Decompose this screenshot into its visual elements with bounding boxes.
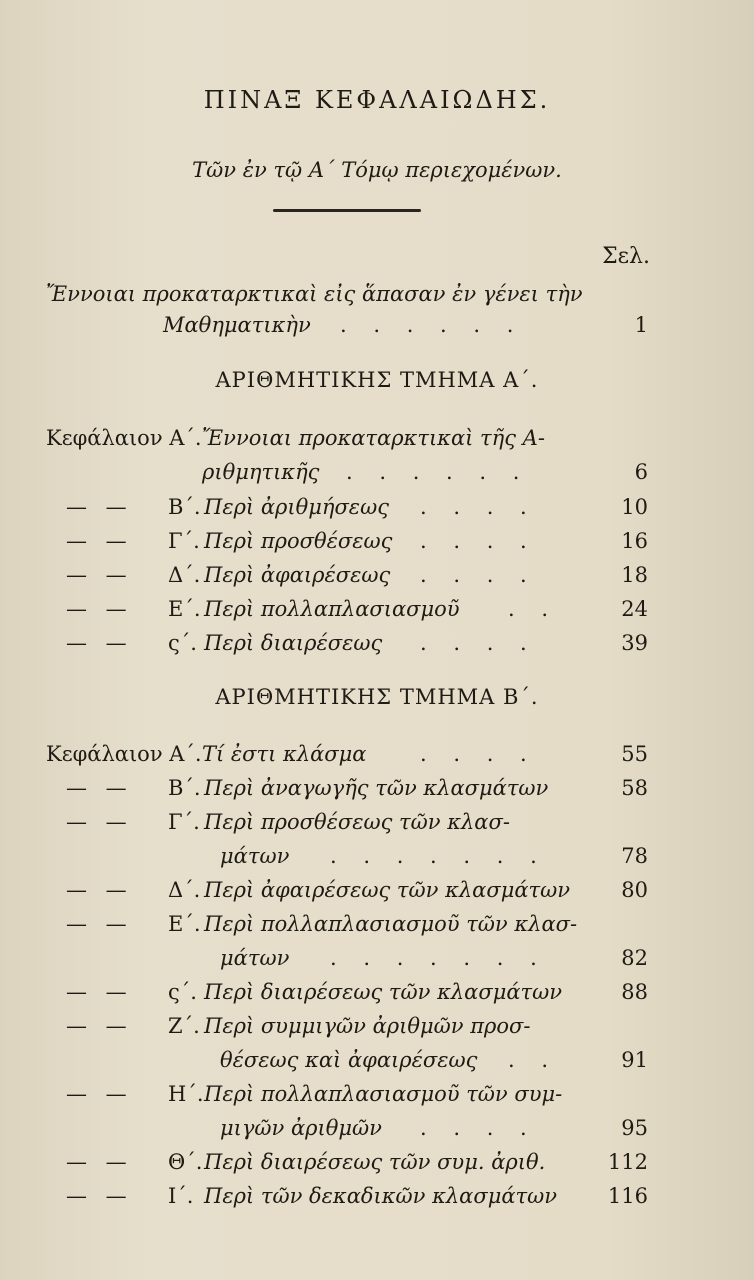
ditto-dash: — — xyxy=(66,563,133,587)
page-number: 78 xyxy=(621,844,648,868)
entry-title: Ἔννοιαι προκαταρκτικαὶ τῆς Α- xyxy=(202,426,545,450)
toc-entry-continuation xyxy=(0,1116,754,1150)
chapter-label: Ε΄. xyxy=(168,597,201,621)
entry-title: Περὶ διαιρέσεως xyxy=(204,631,383,655)
page-number: 6 xyxy=(634,460,648,484)
leader-dots: . . xyxy=(508,1048,559,1072)
chapter-label: Δ΄. xyxy=(168,563,201,587)
toc-entry xyxy=(0,878,754,912)
ditto-dash: — — xyxy=(66,1014,133,1038)
ditto-dash: — — xyxy=(66,495,133,519)
chapter-label: Γ΄. xyxy=(168,810,200,834)
page-number: 1 xyxy=(634,313,648,337)
toc-entry-continuation xyxy=(0,1048,754,1082)
toc-entry-continuation xyxy=(0,844,754,878)
ditto-dash: — — xyxy=(66,1184,133,1208)
page-column-label: Σελ. xyxy=(602,244,650,269)
toc-entry xyxy=(0,776,754,810)
entry-title: Περὶ πολλαπλασιασμοῦ xyxy=(204,597,460,621)
toc-entry xyxy=(0,563,754,597)
page-number: 116 xyxy=(607,1184,648,1208)
chapter-prefix: Κεφάλαιον Α΄. xyxy=(46,742,202,766)
ditto-dash: — — xyxy=(66,776,133,800)
chapter-label: Γ΄. xyxy=(168,529,200,553)
entry-title: Περὶ διαιρέσεως τῶν συμ. ἀριθ. xyxy=(204,1150,546,1174)
page-number: 91 xyxy=(621,1048,648,1072)
intro-text-2: Μαθηματικὴν xyxy=(163,313,311,337)
toc-entry xyxy=(0,1082,754,1116)
toc-entry xyxy=(0,742,754,776)
page-number: 82 xyxy=(621,946,648,970)
ditto-dash: — — xyxy=(66,597,133,621)
page-number: 88 xyxy=(621,980,648,1004)
chapter-label: Δ΄. xyxy=(168,878,201,902)
chapter-label: Ζ΄. xyxy=(168,1014,200,1038)
chapter-label: ς΄. xyxy=(168,631,197,655)
entry-title-cont: μιγῶν ἀριθμῶν xyxy=(220,1116,382,1140)
leader-dots: . . xyxy=(508,597,559,621)
leader-dots: . . . . xyxy=(420,495,537,519)
chapter-prefix: Κεφάλαιον Α΄. xyxy=(46,426,202,450)
toc-entry xyxy=(0,1184,754,1218)
page-subtitle: Τῶν ἐν τῷ Α΄ Τόμῳ περιεχομένων. xyxy=(192,158,562,182)
page-number: 18 xyxy=(621,563,648,587)
entry-title: Τί ἐστι κλάσμα xyxy=(202,742,367,766)
toc-entry xyxy=(0,912,754,946)
toc-entry xyxy=(0,597,754,631)
chapter-label: Β΄. xyxy=(168,495,201,519)
ditto-dash: — — xyxy=(66,1150,133,1174)
page-number: 58 xyxy=(621,776,648,800)
entry-title: Περὶ συμμιγῶν ἀριθμῶν προσ- xyxy=(204,1014,531,1038)
leader-dots: . . . . xyxy=(420,563,537,587)
ditto-dash: — — xyxy=(66,631,133,655)
intro-line-2 xyxy=(0,313,754,347)
page-number: 112 xyxy=(607,1150,648,1174)
leader-dots: . . . . xyxy=(420,1116,537,1140)
intro-text-1: Ἔννοιαι προκαταρκτικαὶ εἰς ἅπασαν ἐν γένει τὴν xyxy=(46,282,583,306)
page-number: 10 xyxy=(621,495,648,519)
leader-dots: . . . . . . xyxy=(346,460,530,484)
section-a-heading: ΑΡΙΘΜΗΤΙΚΗΣ ΤΜΗΜΑ Α΄. xyxy=(215,368,539,392)
toc-entry xyxy=(0,810,754,844)
leader-dots: . . . . . . . xyxy=(330,946,547,970)
entry-title: Περὶ διαιρέσεως τῶν κλασμάτων xyxy=(204,980,563,1004)
entry-title-cont: μάτων xyxy=(220,844,290,868)
entry-title: Περὶ ἀφαιρέσεως τῶν κλασμάτων xyxy=(204,878,571,902)
toc-entry xyxy=(0,1014,754,1048)
page-number: 95 xyxy=(621,1116,648,1140)
page-number: 16 xyxy=(621,529,648,553)
entry-title: Περὶ ἀφαιρέσεως xyxy=(204,563,391,587)
leader-dots: . . . . . . . xyxy=(330,844,547,868)
toc-entry xyxy=(0,529,754,563)
page-number: 80 xyxy=(621,878,648,902)
ditto-dash: — — xyxy=(66,529,133,553)
leader-dots: . . . . xyxy=(420,529,537,553)
ditto-dash: — — xyxy=(66,810,133,834)
intro-line-1 xyxy=(0,282,754,316)
toc-entry xyxy=(0,426,754,460)
page-number: 39 xyxy=(621,631,648,655)
chapter-label: Η΄. xyxy=(168,1082,204,1106)
entry-title: Περὶ πολλαπλασιασμοῦ τῶν κλασ- xyxy=(204,912,578,936)
entry-title: Περὶ πολλαπλασιασμοῦ τῶν συμ- xyxy=(204,1082,563,1106)
leader-dots: . . . . . . xyxy=(340,313,524,337)
page-title: ΠΙΝΑΞ ΚΕΦΑΛΑΙΩΔΗΣ. xyxy=(203,86,551,114)
ditto-dash: — — xyxy=(66,1082,133,1106)
ditto-dash: — — xyxy=(66,912,133,936)
entry-title: Περὶ τῶν δεκαδικῶν κλασμάτων xyxy=(204,1184,558,1208)
chapter-label: ς΄. xyxy=(168,980,197,1004)
section-b-heading: ΑΡΙΘΜΗΤΙΚΗΣ ΤΜΗΜΑ Β΄. xyxy=(215,685,539,709)
leader-dots: . . . . xyxy=(420,742,537,766)
entry-title-cont: ριθμητικῆς xyxy=(202,460,320,484)
toc-entry xyxy=(0,980,754,1014)
toc-entry xyxy=(0,631,754,665)
toc-entry xyxy=(0,495,754,529)
toc-entry-continuation xyxy=(0,460,754,494)
toc-entry xyxy=(0,1150,754,1184)
toc-entry-continuation xyxy=(0,946,754,980)
title-rule xyxy=(273,209,421,212)
entry-title-cont: μάτων xyxy=(220,946,290,970)
entry-title: Περὶ προσθέσεως xyxy=(204,529,393,553)
chapter-label: Ι΄. xyxy=(168,1184,194,1208)
ditto-dash: — — xyxy=(66,980,133,1004)
ditto-dash: — — xyxy=(66,878,133,902)
entry-title-cont: θέσεως καὶ ἀφαιρέσεως xyxy=(220,1048,478,1072)
chapter-label: Ε΄. xyxy=(168,912,201,936)
chapter-label: Θ΄. xyxy=(168,1150,203,1174)
chapter-label: Β΄. xyxy=(168,776,201,800)
page-number: 55 xyxy=(621,742,648,766)
leader-dots: . . . . xyxy=(420,631,537,655)
page-number: 24 xyxy=(621,597,648,621)
entry-title: Περὶ προσθέσεως τῶν κλασ- xyxy=(204,810,510,834)
entry-title: Περὶ ἀναγωγῆς τῶν κλασμάτων xyxy=(204,776,549,800)
entry-title: Περὶ ἀριθμήσεως xyxy=(204,495,389,519)
